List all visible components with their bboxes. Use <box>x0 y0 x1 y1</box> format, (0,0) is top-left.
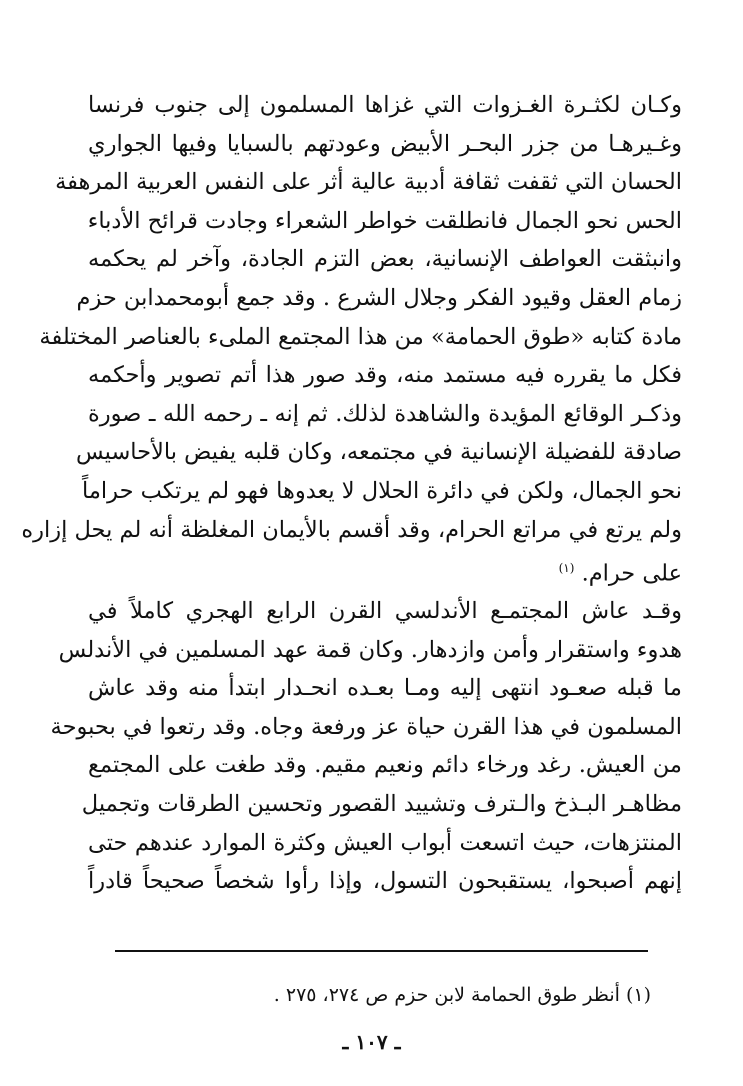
text-line: وذكـر الوقائع المؤيدة والشاهدة لذلك. ثم إنه ـ رحمه الله ـ صورة <box>88 400 682 427</box>
footnote-divider <box>115 950 648 952</box>
text-line: نحو الجمال، ولكن في دائرة الحلال لا يعدوها فهو لم يرتكب حراماً <box>82 477 682 504</box>
footnote <box>274 980 651 1010</box>
text-line: وقـد عاش المجتمـع الأندلسي القرن الرابع الهجري كاملاً في <box>88 598 682 624</box>
text-line: ما قبله صعـود انتهى إليه ومـا بعـده انحـدار ابتدأ منه وقد عاش <box>88 675 682 702</box>
text-line: وكـان لكثـرة الغـزوات التي غزاها المسلمون إلى جنوب فرنسا <box>88 92 682 118</box>
footnote-text: أنظر طوق الحمامة لابن حزم ص ٢٧٤، ٢٧٥ . <box>273 984 620 1006</box>
text-line: الحس نحو الجمال فانطلقت خواطر الشعراء وجادت قرائح الأدباء <box>87 207 682 234</box>
text-line: فكل ما يقرره فيه مستمد منه، وقد صور هذا أتم تصوير وأحكمه <box>88 362 682 389</box>
text-line: وغـيرهـا من جزر البحـر الأبيض وعودتهم بالسبايا وفيها الجواري <box>88 130 682 157</box>
footnote-marker: (١) <box>625 984 651 1006</box>
text-line: وانبثقت العواطف الإنسانية، بعض التزم الجادة، وآخر لم يحكمه <box>88 246 682 273</box>
text-line: الحسان التي ثقفت ثقافة أدبية عالية أثر على النفس العربية المرهفة <box>55 169 682 196</box>
text-line: على حرام. <box>581 560 682 587</box>
text-line: مظاهـر البـذخ والـترف وتشييد القصور وتحسين الطرقات وتجميل <box>81 790 682 817</box>
footnote-ref[interactable]: (١) <box>558 561 575 576</box>
text-line: المنتزهات، حيث اتسعت أبواب العيش وكثرة الموارد عندهم حتى <box>88 829 682 856</box>
text-line: المسلمون في هذا القرن حياة عز ورفعة وجاه. وقد رتعوا في بحبوحة <box>50 713 682 740</box>
text-line: صادقة للفضيلة الإنسانية في مجتمعه، وكان قلبه يفيض بالأحاسيس <box>75 439 682 466</box>
text-line: مادة كتابه «طوق الحمامة» من هذا المجتمع الملىء بالعناصر المختلفة <box>39 323 682 350</box>
page-number: ـ ١٠٧ ـ <box>342 1030 401 1054</box>
text-line-last <box>88 549 682 593</box>
text-line: زمام العقل وقيود الفكر وجلال الشرع . وقد جمع أبومحمدابن حزم <box>76 284 682 311</box>
paragraph-1 <box>21 86 682 593</box>
text-line: من العيش. رغد ورخاء دائم ونعيم مقيم. وقد طغت على المجتمع <box>88 752 682 779</box>
text-line: ولم يرتع في مراتع الحرام، وقد أقسم بالأيمان المغلظة أنه لم يحل إزاره <box>21 516 682 543</box>
text-line: هدوء واستقرار وأمن وازدهار. وكان قمة عهد المسلمين في الأندلس <box>58 636 682 663</box>
paragraph-2 <box>50 592 682 901</box>
text-line: إنهم أصبحوا، يستقبحون التسول، وإذا رأوا شخصاً صحيحاً قادراً <box>88 868 682 895</box>
